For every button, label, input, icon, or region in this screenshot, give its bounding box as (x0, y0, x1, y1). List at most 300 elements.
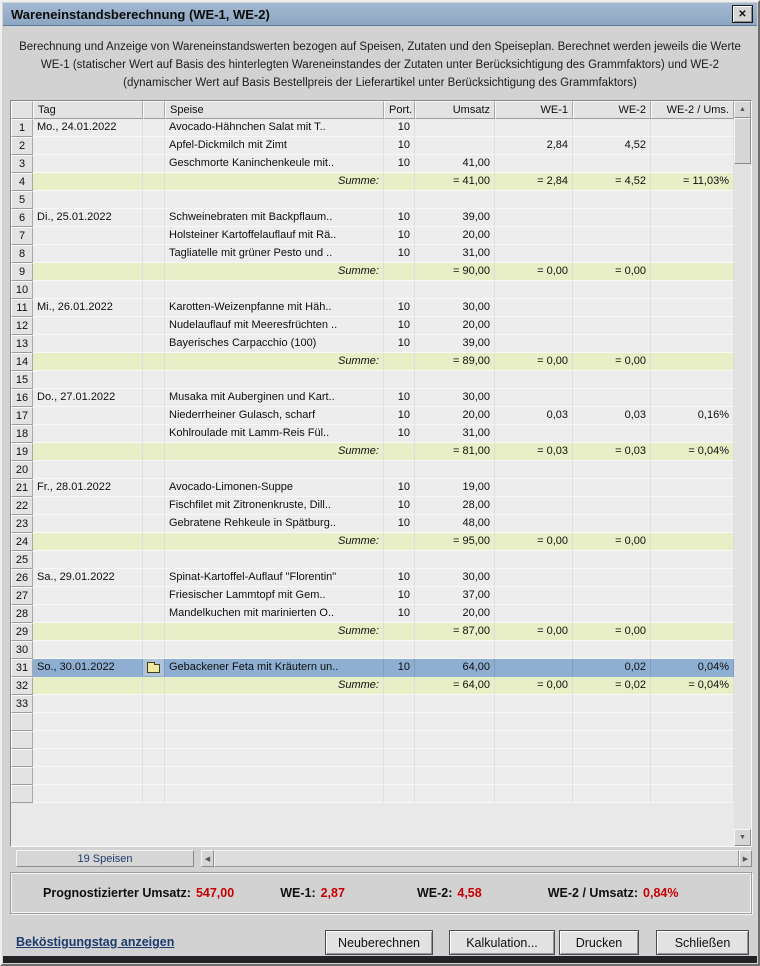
summe-row[interactable] (11, 677, 734, 695)
cell-icon (143, 443, 165, 461)
table-row[interactable] (11, 731, 734, 749)
cell-we2: 0,03 (573, 407, 651, 425)
horizontal-scroll-thumb[interactable] (214, 850, 739, 867)
summary-we1-value: 2,87 (320, 886, 345, 900)
cell-ratio (651, 353, 734, 371)
table-row[interactable] (11, 191, 734, 209)
cell-umsatz: 31,00 (415, 245, 495, 263)
column-header-speise[interactable]: Speise (165, 101, 384, 119)
spacer (194, 850, 201, 867)
cell-tag (33, 425, 143, 443)
cell-umsatz: = 89,00 (415, 353, 495, 371)
column-header-umsatz[interactable]: Umsatz (415, 101, 495, 119)
cell-umsatz: 30,00 (415, 299, 495, 317)
cell-umsatz (415, 119, 495, 137)
cell-port: 10 (384, 659, 415, 677)
cell-port (384, 695, 415, 713)
cell-speise (165, 785, 384, 803)
cell-speise: Summe: (165, 173, 384, 191)
cell-umsatz: 41,00 (415, 155, 495, 173)
cell-we1 (495, 695, 573, 713)
cell-umsatz: = 81,00 (415, 443, 495, 461)
table-row[interactable] (11, 227, 734, 245)
cell-tag (33, 623, 143, 641)
cell-we2 (573, 335, 651, 353)
column-header-blank (143, 101, 165, 119)
cell-tag (33, 749, 143, 767)
cell-we1 (495, 731, 573, 749)
cell-port (384, 461, 415, 479)
cell-we2 (573, 497, 651, 515)
table-row[interactable] (11, 155, 734, 173)
column-header-we-2-ums[interactable]: WE-2 / Ums. (651, 101, 734, 119)
cell-row-number: 16 (11, 389, 33, 407)
cell-row-number: 2 (11, 137, 33, 155)
table-row[interactable] (11, 245, 734, 263)
recalculate-button[interactable]: Neuberechnen (325, 930, 433, 955)
cell-port: 10 (384, 209, 415, 227)
cell-umsatz: 30,00 (415, 569, 495, 587)
cell-icon (143, 371, 165, 389)
column-header-we-1[interactable]: WE-1 (495, 101, 573, 119)
cell-tag (33, 785, 143, 803)
cell-we1 (495, 389, 573, 407)
cell-ratio (651, 479, 734, 497)
cell-speise: Summe: (165, 623, 384, 641)
cell-icon (143, 605, 165, 623)
cell-we2 (573, 641, 651, 659)
cell-umsatz (415, 551, 495, 569)
cell-tag (33, 137, 143, 155)
cell-speise: Gebackener Feta mit Kräutern un.. (165, 659, 384, 677)
cell-port: 10 (384, 137, 415, 155)
cell-tag (33, 317, 143, 335)
scroll-right-button[interactable] (739, 850, 752, 867)
cell-row-number: 18 (11, 425, 33, 443)
summary-panel (10, 872, 752, 914)
cell-row-number: 4 (11, 173, 33, 191)
cell-speise (165, 371, 384, 389)
cell-row-number: 11 (11, 299, 33, 317)
cell-row-number: 19 (11, 443, 33, 461)
cell-row-number (11, 767, 33, 785)
cell-tag (33, 695, 143, 713)
cell-we2: = 0,02 (573, 677, 651, 695)
cell-we2: = 0,00 (573, 353, 651, 371)
table-row[interactable] (11, 569, 734, 587)
cell-row-number (11, 713, 33, 731)
cell-icon (143, 695, 165, 713)
cell-row-number: 33 (11, 695, 33, 713)
cell-ratio (651, 533, 734, 551)
cell-speise (165, 767, 384, 785)
table-row[interactable] (11, 371, 734, 389)
cell-tag (33, 281, 143, 299)
summary-we2-label: WE-2: (416, 886, 453, 900)
table-row[interactable] (11, 281, 734, 299)
cell-tag: Do., 27.01.2022 (33, 389, 143, 407)
table-row[interactable] (11, 389, 734, 407)
cell-icon (143, 425, 165, 443)
scroll-left-button[interactable] (201, 850, 214, 867)
cell-ratio (651, 749, 734, 767)
vertical-scroll-thumb[interactable] (734, 118, 751, 164)
cell-speise: Holsteiner Kartoffelauflauf mit Rä.. (165, 227, 384, 245)
cell-we1 (495, 335, 573, 353)
cell-speise: Kohlroulade mit Lamm-Reis Fül.. (165, 425, 384, 443)
cell-we1 (495, 191, 573, 209)
cell-we1 (495, 281, 573, 299)
cell-ratio (651, 731, 734, 749)
cell-speise: Fischfilet mit Zitronenkruste, Dill.. (165, 497, 384, 515)
cell-port: 10 (384, 569, 415, 587)
arrow-up-icon: ▲ (739, 106, 746, 113)
cell-we2 (573, 191, 651, 209)
column-header-we-2[interactable]: WE-2 (573, 101, 651, 119)
cell-we2 (573, 713, 651, 731)
summary-ratio-label: WE-2 / Umsatz: (547, 886, 639, 900)
cell-tag (33, 407, 143, 425)
cell-we1: = 0,00 (495, 263, 573, 281)
cell-row-number: 30 (11, 641, 33, 659)
cell-port: 10 (384, 587, 415, 605)
cell-port: 10 (384, 299, 415, 317)
cell-row-number: 23 (11, 515, 33, 533)
cell-speise: Spinat-Kartoffel-Auflauf "Florentin" (165, 569, 384, 587)
cell-port: 10 (384, 317, 415, 335)
summe-row[interactable] (11, 623, 734, 641)
summe-row[interactable] (11, 443, 734, 461)
cell-port: 10 (384, 119, 415, 137)
table-row[interactable] (11, 407, 734, 425)
cell-tag (33, 587, 143, 605)
cell-we1 (495, 713, 573, 731)
cell-icon (143, 461, 165, 479)
cell-icon (143, 587, 165, 605)
table-row[interactable] (11, 209, 734, 227)
cell-port (384, 371, 415, 389)
cell-port: 10 (384, 389, 415, 407)
cell-row-number: 32 (11, 677, 33, 695)
table-row[interactable] (11, 479, 734, 497)
cell-we1: = 2,84 (495, 173, 573, 191)
summary-we2 (417, 886, 482, 900)
show-catering-day-link[interactable]: Beköstigungstag anzeigen (16, 935, 175, 949)
cell-speise: Friesischer Lammtopf mit Gem.. (165, 587, 384, 605)
table-row[interactable] (11, 587, 734, 605)
cell-ratio (651, 191, 734, 209)
table-row[interactable] (11, 713, 734, 731)
cell-icon (143, 641, 165, 659)
cell-icon (143, 497, 165, 515)
cell-ratio (651, 785, 734, 803)
cell-row-number (11, 731, 33, 749)
cell-umsatz: 19,00 (415, 479, 495, 497)
cell-row-number: 25 (11, 551, 33, 569)
description-text: Berechnung und Anzeige von Wareneinstandswerten bezogen auf Speisen, Zutaten und den Speiseplan. Berechnet werden jeweils die Werte WE-1 (statischer Wert auf Basis des hinterlegten Wareneinstandes der Zutaten unter Berücksichtigung des Grammfaktors) und WE-2 (dynamischer Wert auf Basis Bestellpreis der Lieferartikel unter Berücksichtigung des Grammfaktors) (19, 41, 741, 89)
cell-umsatz: = 87,00 (415, 623, 495, 641)
table-row[interactable] (11, 137, 734, 155)
cell-port (384, 767, 415, 785)
cell-row-number (11, 785, 33, 803)
cell-we1 (495, 587, 573, 605)
cell-ratio (651, 461, 734, 479)
window-title: Wareneinstandsberechnung (WE-1, WE-2) (11, 6, 270, 22)
cell-we1: = 0,00 (495, 677, 573, 695)
cell-we1 (495, 299, 573, 317)
table-row[interactable] (11, 605, 734, 623)
cell-we2 (573, 371, 651, 389)
cell-port (384, 551, 415, 569)
cell-icon (143, 191, 165, 209)
cell-we2 (573, 299, 651, 317)
cell-we2 (573, 227, 651, 245)
summe-row[interactable] (11, 533, 734, 551)
cell-ratio (651, 713, 734, 731)
cell-ratio (651, 371, 734, 389)
summary-umsatz-label: Prognostizierter Umsatz: (43, 886, 191, 900)
scroll-up-button[interactable] (734, 101, 751, 118)
cell-speise: Karotten-Weizenpfanne mit Häh.. (165, 299, 384, 317)
cell-port (384, 641, 415, 659)
cell-icon (143, 389, 165, 407)
cell-icon (143, 335, 165, 353)
cell-port (384, 785, 415, 803)
cell-ratio (651, 209, 734, 227)
cell-speise: Bayerisches Carpacchio (100) (165, 335, 384, 353)
cell-umsatz (415, 713, 495, 731)
cell-row-number: 20 (11, 461, 33, 479)
cell-icon (143, 173, 165, 191)
cell-row-number: 27 (11, 587, 33, 605)
cell-speise: Summe: (165, 443, 384, 461)
cell-port: 10 (384, 245, 415, 263)
cell-ratio (651, 137, 734, 155)
summary-we1-label: WE-1: (280, 886, 316, 900)
cell-port (384, 749, 415, 767)
cell-tag (33, 731, 143, 749)
cell-tag (33, 353, 143, 371)
cell-tag: Di., 25.01.2022 (33, 209, 143, 227)
cell-we2: 0,02 (573, 659, 651, 677)
cell-speise: Gebratene Rehkeule in Spätburg.. (165, 515, 384, 533)
table-row[interactable] (11, 767, 734, 785)
cell-umsatz: 30,00 (415, 389, 495, 407)
table-row[interactable] (11, 317, 734, 335)
calculation-button[interactable]: Kalkulation... (449, 930, 555, 955)
arrow-right-icon: ▶ (742, 855, 749, 863)
cell-icon (143, 155, 165, 173)
summe-row[interactable] (11, 353, 734, 371)
cell-port (384, 713, 415, 731)
cell-umsatz: 20,00 (415, 317, 495, 335)
cell-speise: Geschmorte Kaninchenkeule mit.. (165, 155, 384, 173)
cell-speise: Summe: (165, 677, 384, 695)
cell-speise (165, 749, 384, 767)
cell-speise: Mandelkuchen mit marinierten O.. (165, 605, 384, 623)
cell-ratio: 0,16% (651, 407, 734, 425)
close-button[interactable] (732, 5, 753, 23)
cell-icon (143, 731, 165, 749)
vertical-scrollbar[interactable] (734, 101, 751, 846)
cell-umsatz: 28,00 (415, 497, 495, 515)
table-row[interactable] (11, 119, 734, 137)
cell-speise (165, 641, 384, 659)
cell-we1 (495, 371, 573, 389)
cell-we2 (573, 695, 651, 713)
cell-we1: 0,03 (495, 407, 573, 425)
cell-icon (143, 713, 165, 731)
cell-umsatz: 48,00 (415, 515, 495, 533)
cell-ratio (651, 389, 734, 407)
cell-we2 (573, 551, 651, 569)
summe-row[interactable] (11, 263, 734, 281)
cell-icon (143, 515, 165, 533)
cell-icon (143, 317, 165, 335)
cell-speise: Schweinebraten mit Backpflaum.. (165, 209, 384, 227)
cell-row-number: 21 (11, 479, 33, 497)
cell-ratio (651, 623, 734, 641)
meal-plan-grid (10, 100, 752, 847)
cell-port: 10 (384, 605, 415, 623)
cell-tag (33, 533, 143, 551)
scroll-down-button[interactable] (734, 829, 751, 846)
table-row[interactable] (11, 299, 734, 317)
cell-we2: = 0,03 (573, 443, 651, 461)
table-row[interactable] (11, 641, 734, 659)
cell-speise (165, 695, 384, 713)
cell-port (384, 281, 415, 299)
cell-we1 (495, 497, 573, 515)
column-header-port[interactable]: Port. (384, 101, 415, 119)
cell-icon (143, 659, 165, 677)
cell-tag (33, 443, 143, 461)
cell-row-number: 24 (11, 533, 33, 551)
cell-port: 10 (384, 155, 415, 173)
cell-umsatz (415, 191, 495, 209)
cell-speise (165, 281, 384, 299)
cell-row-number (11, 749, 33, 767)
cell-we2 (573, 461, 651, 479)
cell-we2 (573, 605, 651, 623)
cell-umsatz: 39,00 (415, 335, 495, 353)
summary-umsatz-value: 547,00 (195, 886, 235, 900)
summary-we2-value: 4,58 (457, 886, 482, 900)
cell-row-number: 8 (11, 245, 33, 263)
cell-tag (33, 155, 143, 173)
cell-we1 (495, 461, 573, 479)
cell-we2: = 0,00 (573, 533, 651, 551)
cell-we1 (495, 227, 573, 245)
cell-port: 10 (384, 479, 415, 497)
cell-port (384, 623, 415, 641)
table-row[interactable] (11, 497, 734, 515)
cell-we2: 4,52 (573, 137, 651, 155)
cell-port (384, 263, 415, 281)
cell-ratio (651, 587, 734, 605)
cell-we1 (495, 479, 573, 497)
cell-icon (143, 533, 165, 551)
cell-icon (143, 767, 165, 785)
cell-we2 (573, 245, 651, 263)
cell-tag: Fr., 28.01.2022 (33, 479, 143, 497)
selected-row[interactable] (11, 659, 734, 677)
cell-icon (143, 569, 165, 587)
cell-umsatz (415, 731, 495, 749)
cell-tag (33, 605, 143, 623)
cell-we2 (573, 515, 651, 533)
record-count-label: 19 Speisen (77, 852, 133, 865)
close-dialog-button[interactable]: Schließen (656, 930, 749, 955)
cell-ratio (651, 281, 734, 299)
cell-icon (143, 479, 165, 497)
cell-umsatz (415, 461, 495, 479)
cell-icon (143, 299, 165, 317)
table-row[interactable] (11, 335, 734, 353)
cell-icon (143, 209, 165, 227)
cell-ratio (651, 569, 734, 587)
cell-row-number: 5 (11, 191, 33, 209)
cell-we1 (495, 209, 573, 227)
cell-speise: Musaka mit Auberginen und Kart.. (165, 389, 384, 407)
cell-ratio (651, 641, 734, 659)
table-row[interactable] (11, 461, 734, 479)
record-count-panel (16, 850, 194, 867)
table-row[interactable] (11, 695, 734, 713)
cell-umsatz (415, 137, 495, 155)
cell-icon (143, 677, 165, 695)
table-row[interactable] (11, 551, 734, 569)
table-row[interactable] (11, 749, 734, 767)
cell-row-number: 14 (11, 353, 33, 371)
cell-we2 (573, 317, 651, 335)
cell-we2 (573, 119, 651, 137)
cell-speise: Summe: (165, 263, 384, 281)
cell-we2 (573, 425, 651, 443)
cell-we2: = 0,00 (573, 623, 651, 641)
cell-we1 (495, 119, 573, 137)
cell-row-number: 12 (11, 317, 33, 335)
cell-we1 (495, 785, 573, 803)
table-row[interactable] (11, 425, 734, 443)
cell-ratio (651, 299, 734, 317)
cell-umsatz: 39,00 (415, 209, 495, 227)
cell-tag: Mi., 26.01.2022 (33, 299, 143, 317)
cell-umsatz: = 90,00 (415, 263, 495, 281)
table-row[interactable] (11, 515, 734, 533)
summe-row[interactable] (11, 173, 734, 191)
cell-we2 (573, 155, 651, 173)
table-row[interactable] (11, 785, 734, 803)
cell-umsatz: 37,00 (415, 587, 495, 605)
cell-tag (33, 227, 143, 245)
cell-ratio (651, 335, 734, 353)
cell-we2 (573, 587, 651, 605)
cell-we1 (495, 425, 573, 443)
cell-ratio (651, 551, 734, 569)
folder-icon (147, 664, 160, 673)
cell-we2 (573, 479, 651, 497)
window-bottom-border (3, 956, 757, 963)
cell-speise: Apfel-Dickmilch mit Zimt (165, 137, 384, 155)
print-button[interactable]: Drucken (559, 930, 639, 955)
cell-umsatz (415, 767, 495, 785)
summary-we1 (280, 886, 345, 900)
cell-tag (33, 767, 143, 785)
cell-umsatz: 64,00 (415, 659, 495, 677)
cell-umsatz: = 95,00 (415, 533, 495, 551)
column-header-tag[interactable]: Tag (33, 101, 143, 119)
